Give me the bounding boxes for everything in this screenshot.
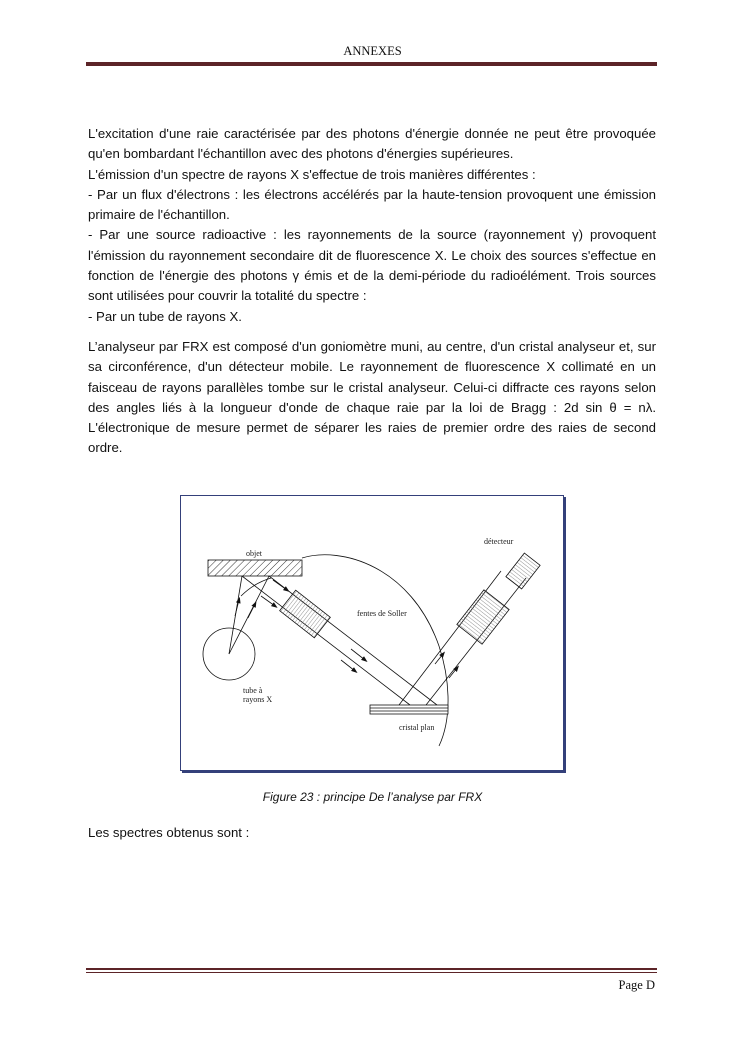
goniometer-arc — [302, 555, 448, 746]
label-objet: objet — [246, 549, 262, 558]
text-line: L'émission d'un spectre de rayons X s'effectue de trois manières différentes : — [88, 166, 536, 182]
text-line: L’analyseur par FRX est composé d'un goniomètre muni, au centre, d'un cristal analyseur et, sur sa circonférence, d'un détecteur mobile. Le rayonnement de fluorescence X collimaté en un faisceau de rayons parallèles tombe sur le cristal analyseur. Celui-ci diffracte ces rayons selon des angles liés à la longueur d'onde de chaque raie par la loi de Bragg : 2d sin θ = nλ. L'électronique de mesure permet de séparer les raies de premier ordre des raies de second ordre. — [88, 338, 656, 456]
page-number: Page D — [618, 978, 655, 992]
frx-diagram — [181, 496, 563, 770]
soller-collimator-1 — [280, 590, 331, 638]
paragraph-analyseur — [88, 337, 656, 459]
label-tube-1: tube à — [243, 686, 263, 695]
label-tube-2: rayons X — [243, 695, 273, 704]
header-title: ANNEXES — [343, 44, 402, 58]
text-line: - Par un tube de rayons X. — [88, 308, 242, 324]
text-spectres: Les spectres obtenus sont : — [88, 825, 250, 840]
paragraph-emission — [88, 124, 656, 327]
label-fentes-soller: fentes de Soller — [357, 609, 407, 618]
text-line: L'excitation d'une raie caractérisée par des photons d'énergie donnée ne peut être provoquée qu'en bombardant l'échantillon avec des photons d'énergies supérieures. — [88, 126, 656, 162]
label-cristal: cristal plan — [399, 723, 435, 732]
analyser-crystal — [370, 705, 448, 714]
text-line: - Par un flux d'électrons : les électrons accélérés par la haute-tension provoquent une émission primaire de l'échantillon. — [88, 186, 656, 223]
detector-head — [506, 553, 540, 589]
header-rule — [86, 62, 657, 66]
footer-rule-thin — [86, 972, 657, 973]
label-detecteur: détecteur — [484, 537, 514, 546]
figure-frx-diagram — [180, 495, 564, 771]
footer-rule — [86, 968, 657, 970]
text-line: - Par une source radioactive : les rayonnements de la source (rayonnement γ) provoquent l'émission du rayonnement secondaire dit de fluorescence X. Le choix des sources s'effectue en fonction de l'énergie des photons γ émis et de la demi-période du radioélément. Trois sources sont utilisées pour couvrir la totalité du spectre : — [88, 227, 656, 304]
figure-caption: Figure 23 : principe De l’analyse par FRX — [262, 790, 483, 804]
body-text — [88, 124, 656, 469]
soller-collimator-2 — [457, 590, 509, 644]
sample-object — [208, 560, 302, 576]
